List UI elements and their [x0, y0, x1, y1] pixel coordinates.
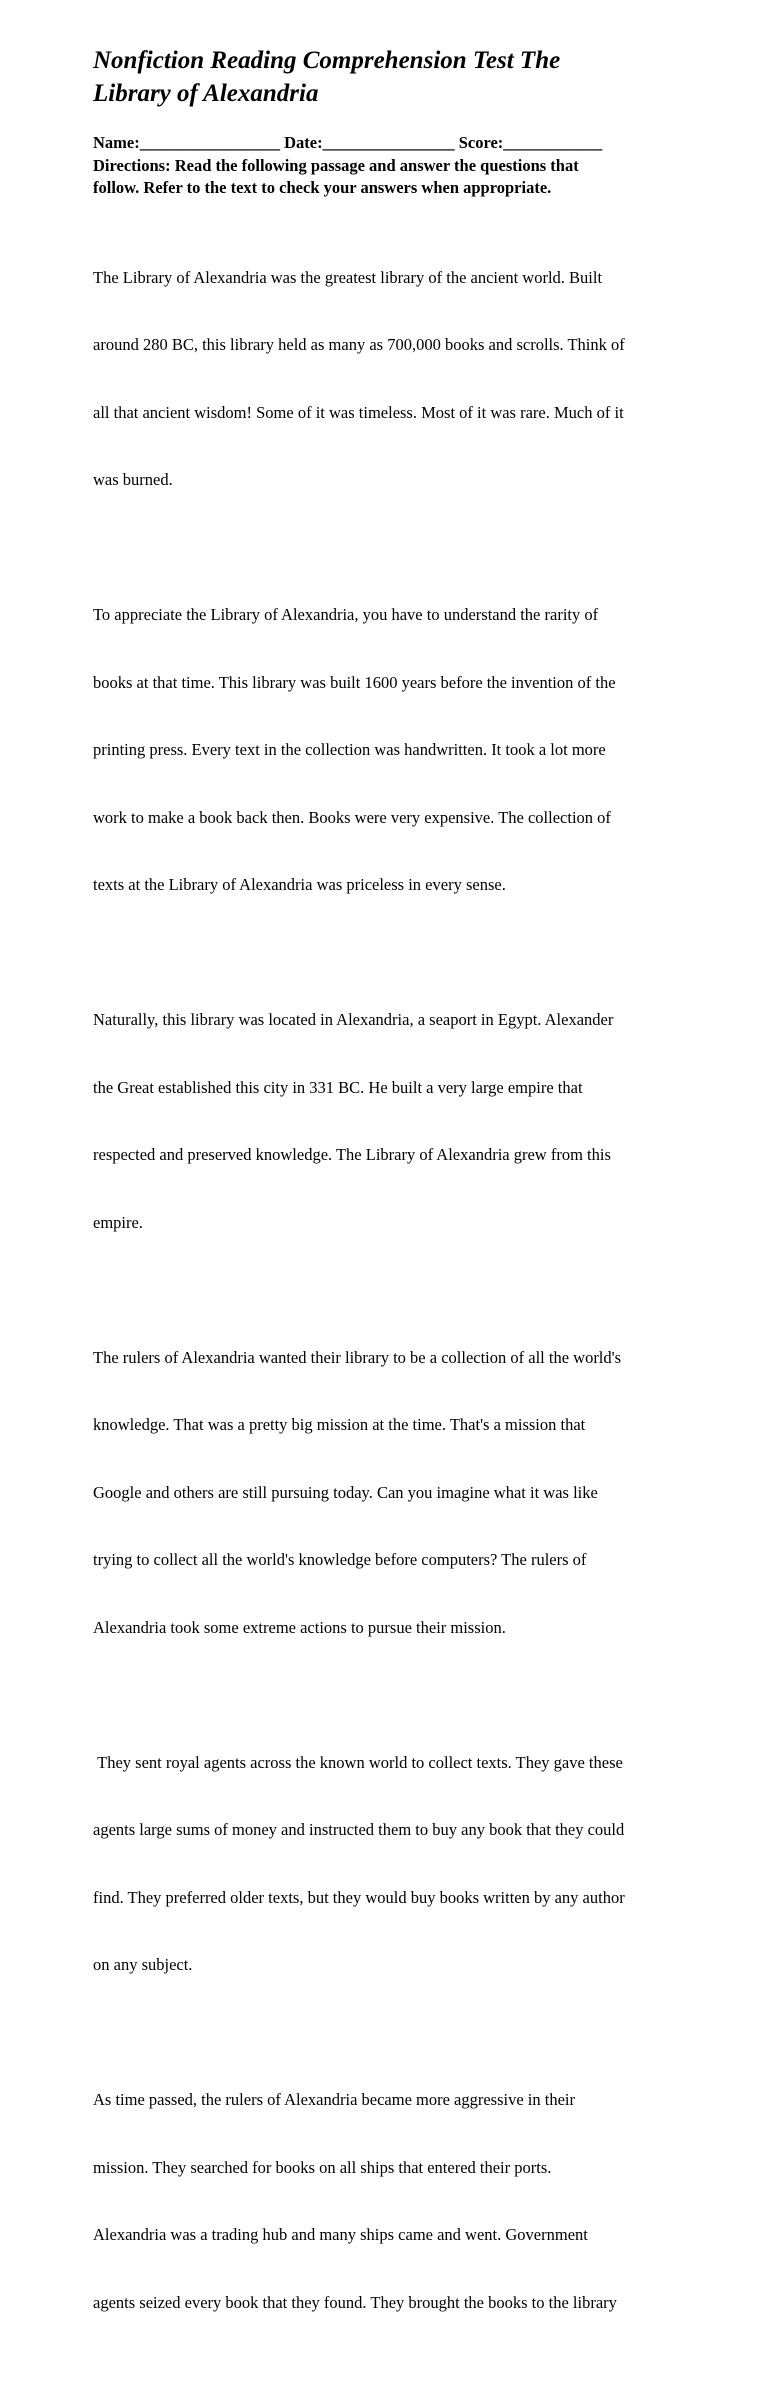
paragraph: [93, 559, 683, 942]
paragraph-line: work to make a book back then. Books were very expensive. The collection of: [93, 807, 611, 827]
paragraph-line: texts at the Library of Alexandria was priceless in every sense.: [93, 875, 506, 894]
paragraph-line: Naturally, this library was located in Alexandria, a seaport in Egypt. Alexander: [93, 1010, 614, 1029]
paragraph-line: Alexandria took some extreme actions to pursue their mission.: [93, 1617, 506, 1637]
directions: [93, 155, 683, 200]
paragraph-line: As time passed, the rulers of Alexandria became more aggressive in their: [93, 2090, 576, 2109]
paragraph: [93, 1707, 683, 2022]
paragraph-line: all that ancient wisdom! Some of it was timeless. Most of it was rare. Much of it: [93, 402, 624, 422]
paragraph-line: respected and preserved knowledge. The Library of Alexandria grew from this: [93, 1145, 611, 1164]
paragraph-line: To appreciate the Library of Alexandria, you have to understand the rarity of: [93, 605, 599, 624]
paragraph: [93, 1302, 683, 1685]
paragraph-line: They sent royal agents across the known world to collect texts. They gave these: [93, 1752, 623, 1772]
paragraph: [93, 222, 683, 537]
paragraph-line: trying to collect all the world's knowledge before computers? The rulers of: [93, 1550, 587, 1569]
paragraph-line: empire.: [93, 1212, 143, 1232]
paragraph-line: printing press. Every text in the collection was handwritten. It took a lot more: [93, 740, 606, 759]
paragraph-line: the Great established this city in 331 BC. He built a very large empire that: [93, 1077, 583, 1097]
paragraph-line: around 280 BC, this library held as many as 700,000 books and scrolls. Think of: [93, 335, 625, 354]
paragraph-line: The Library of Alexandria was the greatest library of the ancient world. Built: [93, 267, 603, 287]
name-date-score-fields: Name:_________________ Date:________________ Score:____________: [93, 133, 603, 152]
paragraph: [93, 2044, 683, 2359]
paragraph-line: was burned.: [93, 470, 173, 489]
document-title: [93, 44, 683, 110]
title-line: Library of Alexandria: [93, 80, 319, 107]
paragraph-line: agents large sums of money and instructed them to buy any book that they could: [93, 1820, 625, 1839]
paragraph-line: find. They preferred older texts, but they would buy books written by any author: [93, 1887, 625, 1907]
paragraph-line: mission. They searched for books on all ships that entered their ports.: [93, 2157, 552, 2177]
paragraph-line: books at that time. This library was built 1600 years before the invention of the: [93, 672, 616, 692]
paragraph-line: on any subject.: [93, 1955, 193, 1974]
paragraph-line: knowledge. That was a pretty big mission at the time. That's a mission that: [93, 1415, 586, 1434]
title-line: Nonfiction Reading Comprehension Test The: [93, 47, 561, 74]
paragraph-line: Google and others are still pursuing today. Can you imagine what it was like: [93, 1482, 598, 1502]
document-page: [93, 44, 683, 2382]
paragraph-line: The rulers of Alexandria wanted their library to be a collection of all the world's: [93, 1347, 622, 1367]
paragraph-line: Alexandria was a trading hub and many ships came and went. Government: [93, 2225, 588, 2244]
paragraph: [93, 964, 683, 1279]
directions-line: Directions: Read the following passage and answer the questions that: [93, 155, 579, 175]
paragraph-line: agents seized every book that they found. They brought the books to the library: [93, 2292, 617, 2312]
directions-line: follow. Refer to the text to check your answers when appropriate.: [93, 178, 552, 197]
